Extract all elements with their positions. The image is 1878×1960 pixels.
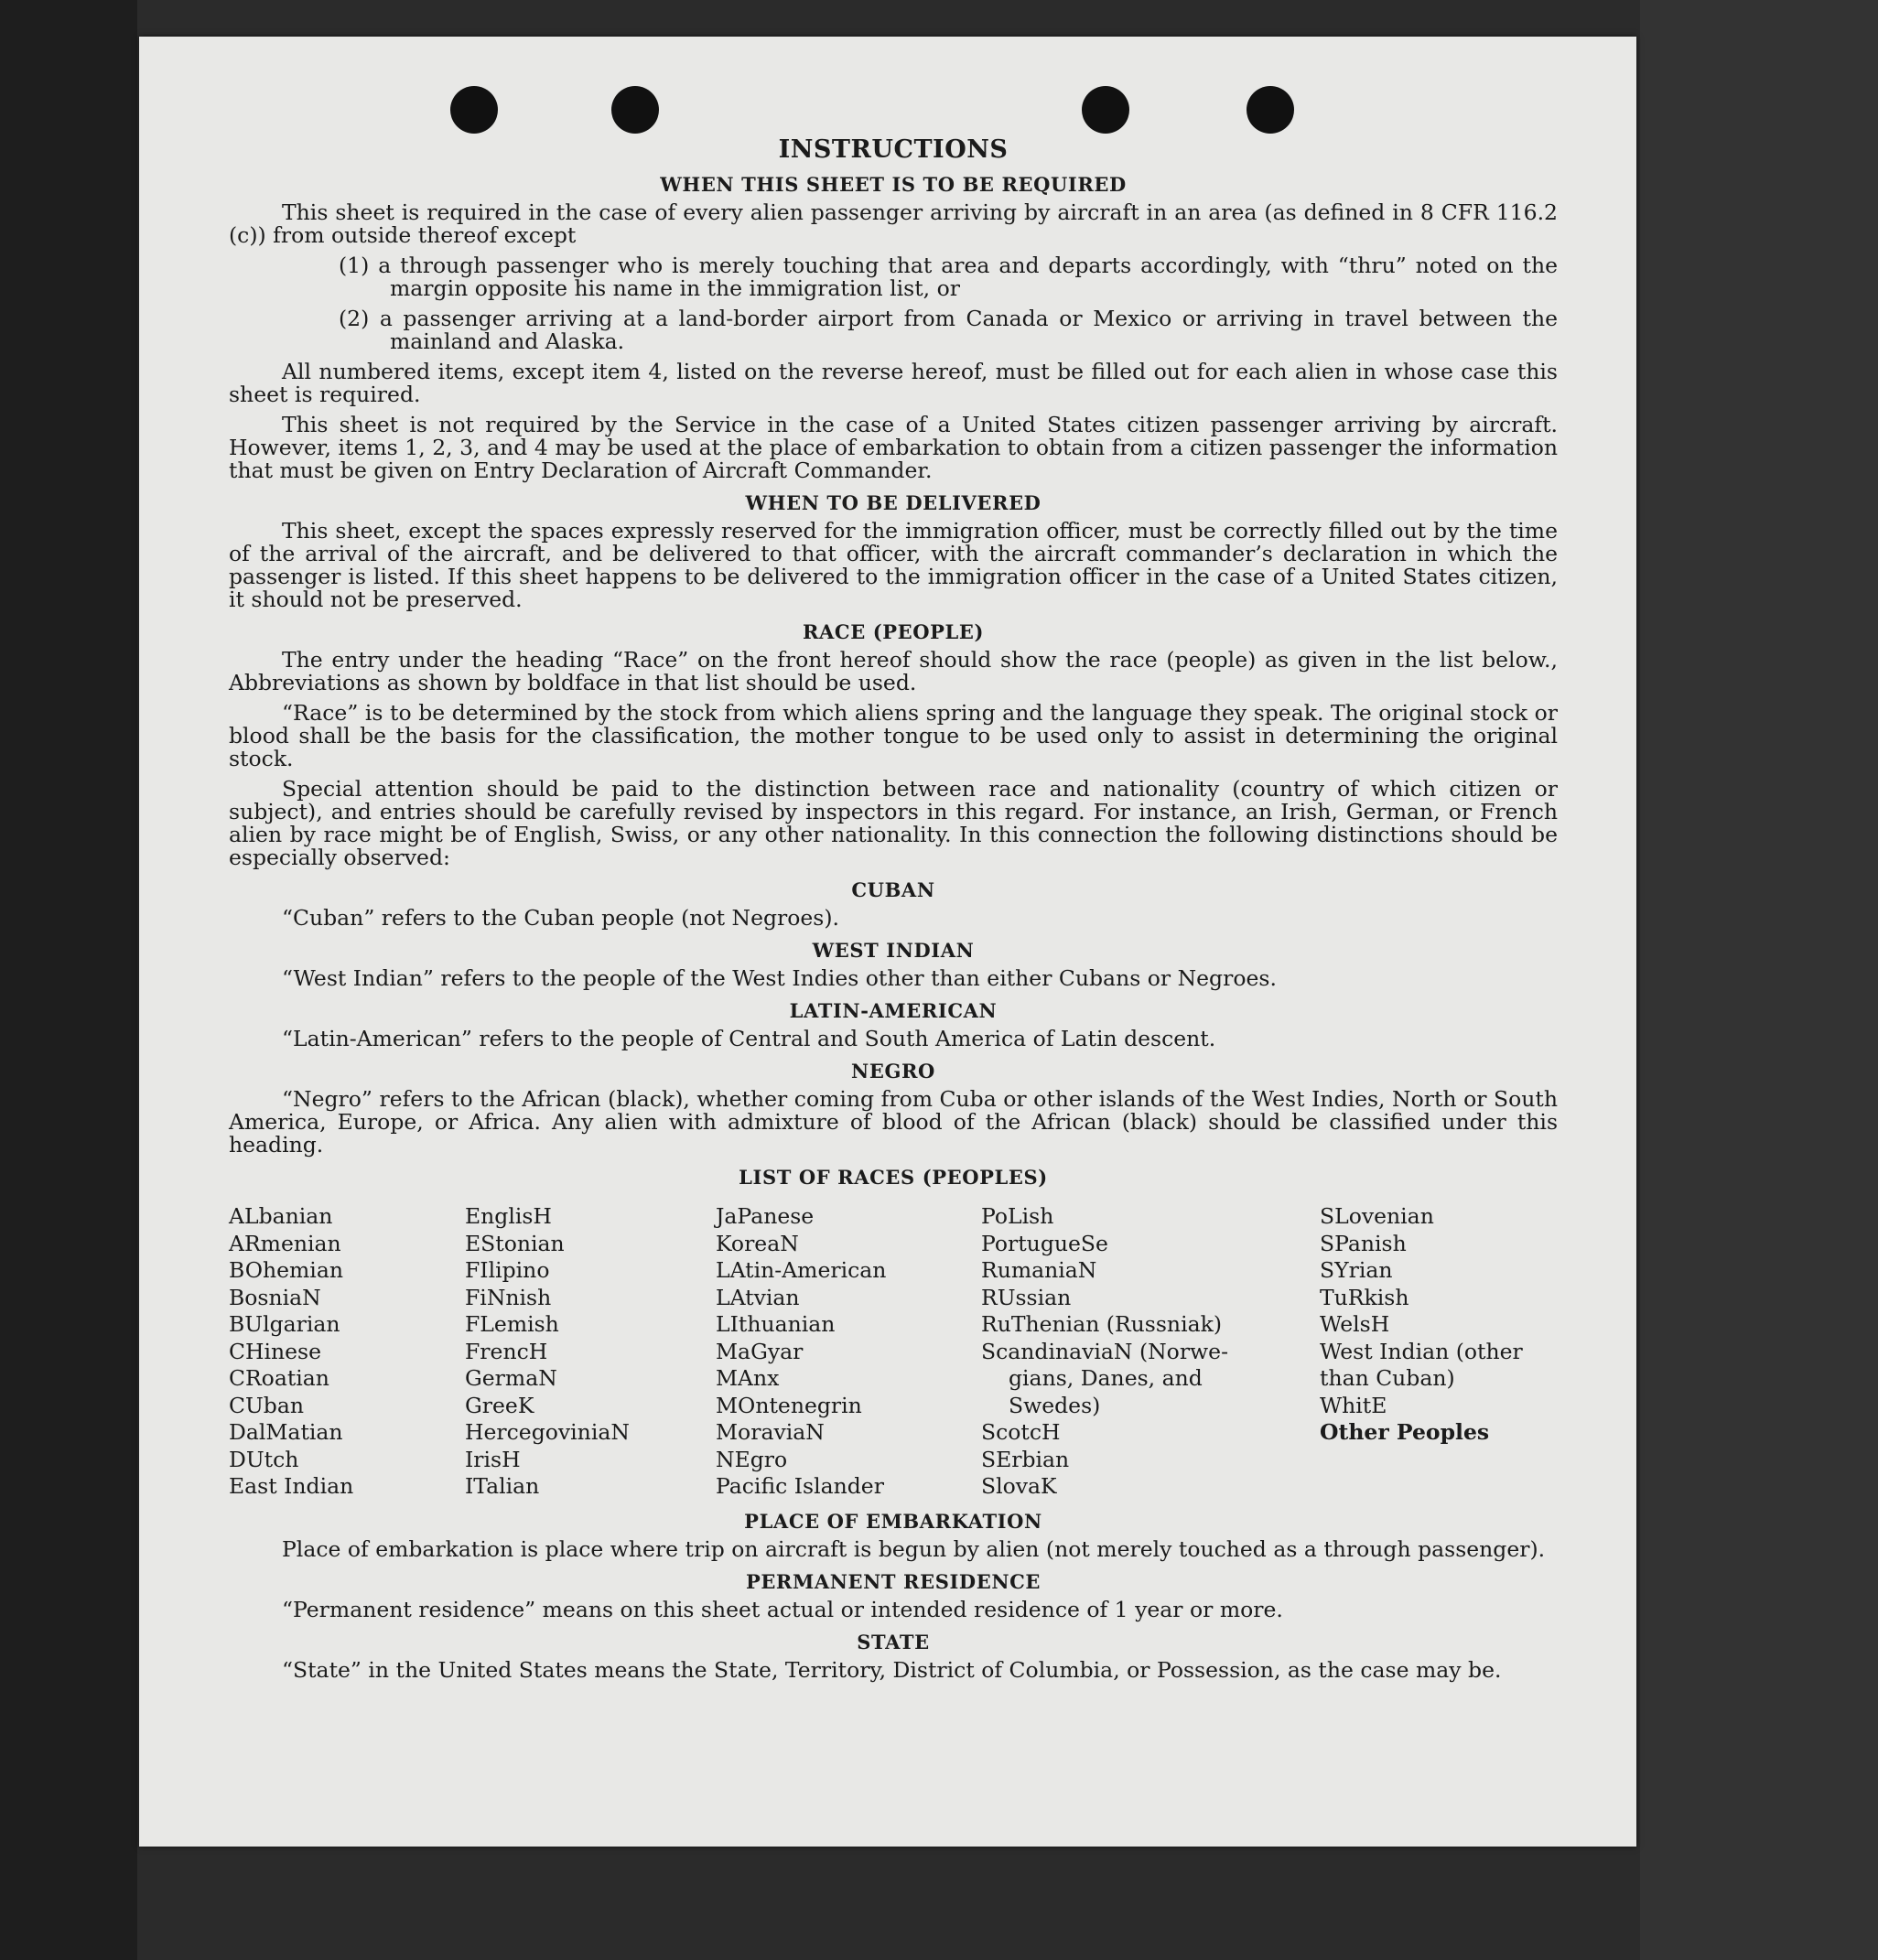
race-entry: MoraviaN [716, 1419, 825, 1445]
page-title: INSTRUCTIONS [778, 135, 1009, 164]
section-heading-latin-american: LATIN-AMERICAN [789, 999, 998, 1022]
race-entry: DalMatian [229, 1419, 343, 1445]
race-entry: BUlgarian [229, 1311, 340, 1337]
race-entry: CHinese [229, 1338, 321, 1364]
race-entry: LAtvian [716, 1284, 800, 1310]
race-entry: RumaniaN [981, 1257, 1097, 1283]
section-heading-embarkation: PLACE OF EMBARKATION [744, 1509, 1042, 1533]
races-column-4 [981, 1203, 1320, 1501]
definition-latin-american: “Latin-American” refers to the people of Central and South America of Latin descent. [282, 1026, 1216, 1051]
race-entry: BOhemian [229, 1257, 343, 1283]
race-entry: Pacific Islander [716, 1473, 884, 1499]
race-entry: LAtin-American [716, 1257, 887, 1283]
races-column-5 [1320, 1203, 1558, 1501]
section-heading-state: STATE [857, 1630, 930, 1653]
race-entry: SYrian [1320, 1257, 1393, 1283]
race-entry: NEgro [716, 1446, 788, 1472]
paragraph: Special attention should be paid to the distinction between race and nationality (country of which citizen or subject), and entries should be carefully revised by inspectors in this regard. For instance, an Irish, German, or French alien by race might be of English, Swiss, or any other nationality. In this connection the following distinctions should be especially observed: [229, 776, 1558, 870]
race-entry: ARmenian [229, 1230, 341, 1256]
race-entry: SlovaK [981, 1473, 1057, 1499]
race-entry: ScotcH [981, 1419, 1061, 1445]
exception-item-1: (1) a through passenger who is merely touching that area and departs accordingly, with “thru” noted on the margin opposite his name in the immigration list, or [339, 253, 1558, 301]
race-entry: West Indian (other [1320, 1338, 1523, 1364]
race-entry-continued: gians, Danes, and [1009, 1365, 1203, 1391]
definition-cuban: “Cuban” refers to the Cuban people (not Negroes). [282, 905, 840, 931]
race-entry: EnglisH [465, 1203, 552, 1229]
race-entry: RuThenian (Russniak) [981, 1311, 1222, 1337]
race-entry: CRoatian [229, 1365, 329, 1391]
race-entry: EStonian [465, 1230, 565, 1256]
scan-background-left [0, 0, 137, 1960]
race-entry: PortugueSe [981, 1230, 1108, 1256]
race-entry: HercegoviniaN [465, 1419, 630, 1445]
race-entry: IrisH [465, 1446, 521, 1472]
race-entry: BosniaN [229, 1284, 321, 1310]
section-heading-residence: PERMANENT RESIDENCE [745, 1569, 1042, 1593]
section-heading-races-list: LIST OF RACES (PEOPLES) [739, 1166, 1048, 1189]
race-entry: ALbanian [229, 1203, 333, 1229]
race-entry: WhitE [1320, 1392, 1387, 1418]
definition-negro: “Negro” refers to the African (black), whether coming from Cuba or other islands of the West Indies, North or South America, Europe, or Africa. Any alien with admixture of blood of the African (black) should be classified under this heading. [229, 1086, 1558, 1158]
race-entry: FIlipino [465, 1257, 550, 1283]
race-entry: MAnx [716, 1365, 780, 1391]
exception-item-2: (2) a passenger arriving at a land-border airport from Canada or Mexico or arriving in travel between the mainland and Alaska. [339, 306, 1558, 354]
race-entry: DUtch [229, 1446, 299, 1472]
race-entry: PoLish [981, 1203, 1054, 1229]
sheet-content [229, 97, 1558, 1689]
section-heading-required: WHEN THIS SHEET IS TO BE REQUIRED [660, 173, 1127, 196]
instruction-sheet [139, 37, 1636, 1847]
section-heading-cuban: CUBAN [851, 878, 935, 901]
section-heading-delivered: WHEN TO BE DELIVERED [745, 491, 1042, 514]
race-entry: SErbian [981, 1446, 1070, 1472]
definition-west-indian: “West Indian” refers to the people of the West Indies other than either Cubans or Negroes. [282, 965, 1277, 991]
race-entry: MOntenegrin [716, 1392, 862, 1418]
race-entry: East Indian [229, 1473, 354, 1499]
race-entry-continued: than Cuban) [1320, 1365, 1455, 1391]
race-entry-other: Other Peoples [1320, 1419, 1490, 1445]
paragraph: The entry under the heading “Race” on the front hereof should show the race (people) as given in the list below., Abbreviations as shown by boldface in that list should be used. [229, 647, 1558, 695]
race-entry: ScandinaviaN (Norwe- [981, 1338, 1229, 1364]
race-entry: SPanish [1320, 1230, 1407, 1256]
races-column-3 [716, 1203, 981, 1501]
races-column-1 [229, 1203, 465, 1501]
race-entry: FiNnish [465, 1284, 552, 1310]
races-list [229, 1203, 1558, 1501]
paragraph: This sheet, except the spaces expressly reserved for the immigration officer, must be correctly filled out by the time of the arrival of the aircraft, and be delivered to that officer, with the aircraft commander’s declaration in which the passenger is listed. If this sheet happens to be delivered to the immigration officer in the case of a United States citizen, it should not be preserved. [229, 518, 1558, 612]
race-entry: WelsH [1320, 1311, 1390, 1337]
definition-embarkation: Place of embarkation is place where trip on aircraft is begun by alien (not merely touched as a through passenger). [282, 1535, 1546, 1562]
paragraph: All numbered items, except item 4, listed on the reverse hereof, must be filled out for each alien in whose case this sheet is required. [229, 359, 1558, 407]
race-entry: GermaN [465, 1365, 557, 1391]
race-entry: GreeK [465, 1392, 534, 1418]
race-entry: FrencH [465, 1338, 548, 1364]
races-column-2 [465, 1203, 716, 1501]
race-entry: FLemish [465, 1311, 559, 1337]
section-heading-negro: NEGRO [851, 1060, 935, 1082]
paragraph: This sheet is not required by the Service in the case of a United States citizen passenger arriving by aircraft. However, items 1, 2, 3, and 4 may be used at the place of embarkation to obtain from a citizen passenger the information that must be given on Entry Declaration of Aircraft Commander. [229, 412, 1558, 483]
paragraph: “Race” is to be determined by the stock from which aliens spring and the language they speak. The original stock or blood shall be the basis for the classification, the mother tongue to be used only to assist in determining the original stock. [229, 700, 1558, 771]
race-entry: ITalian [465, 1473, 540, 1499]
race-entry: SLovenian [1320, 1203, 1434, 1229]
race-entry: TuRkish [1320, 1284, 1409, 1310]
race-entry: JaPanese [716, 1203, 815, 1229]
race-entry: KoreaN [716, 1230, 799, 1256]
race-entry-continued: Swedes) [1009, 1392, 1101, 1418]
race-entry: LIthuanian [716, 1311, 836, 1337]
scan-background-right [1640, 0, 1878, 1960]
race-entry: RUssian [981, 1284, 1072, 1310]
paragraph: This sheet is required in the case of every alien passenger arriving by aircraft in an area (as defined in 8 CFR 116.2 (c)) from outside thereof except [229, 199, 1558, 248]
race-entry: CUban [229, 1392, 304, 1418]
definition-residence: “Permanent residence” means on this sheet actual or intended residence of 1 year or more. [282, 1596, 1283, 1622]
race-entry: MaGyar [716, 1338, 804, 1364]
section-heading-race: RACE (PEOPLE) [802, 620, 985, 643]
definition-state: “State” in the United States means the State, Territory, District of Columbia, or Possession, as the case may be. [282, 1656, 1502, 1683]
section-heading-west-indian: WEST INDIAN [812, 939, 975, 962]
